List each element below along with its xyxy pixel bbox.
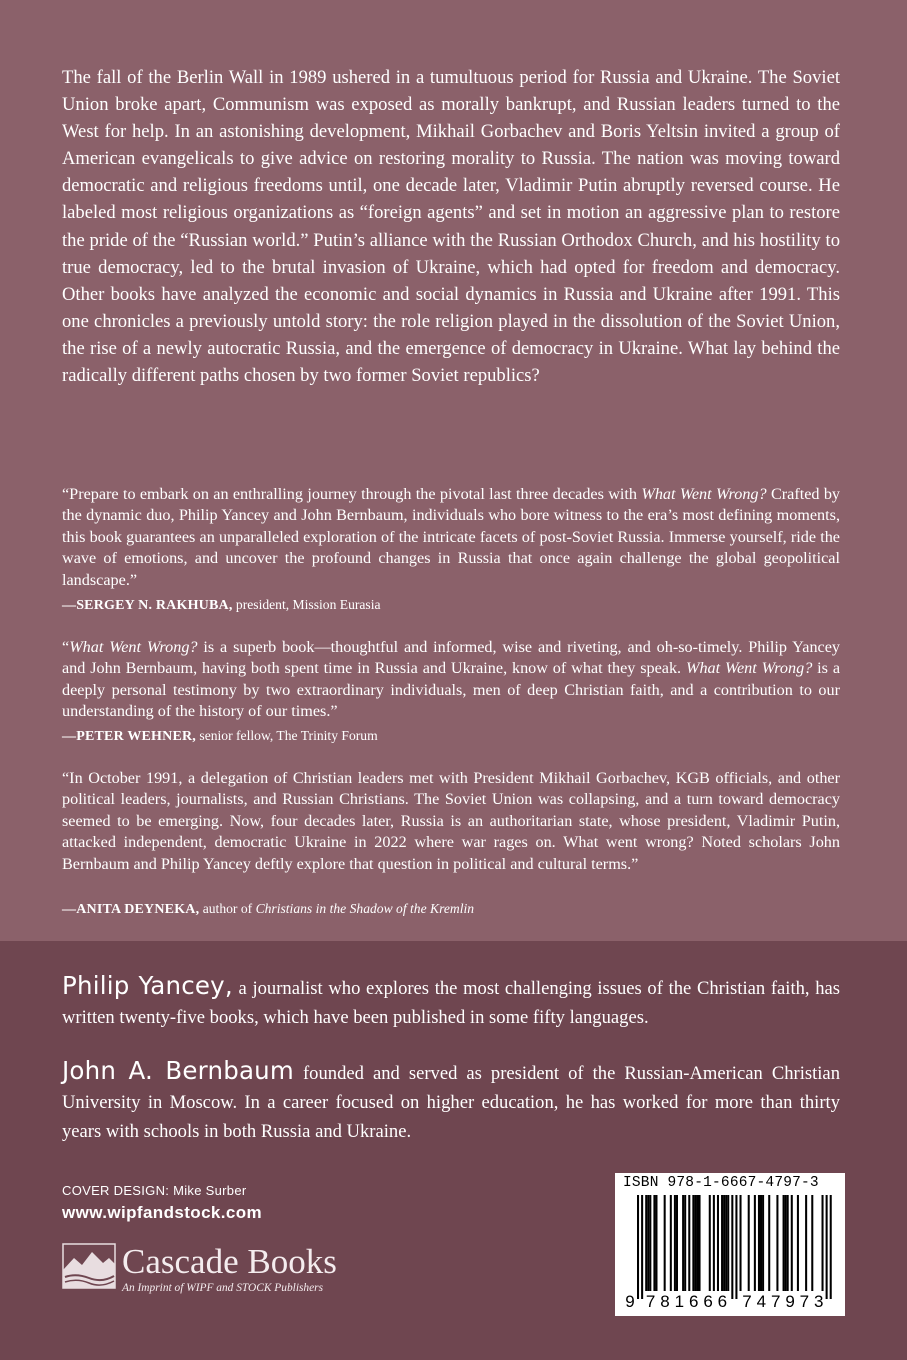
barcode-bar bbox=[805, 1195, 807, 1291]
author-bio-bernbaum bbox=[62, 1056, 840, 1146]
cover-design-label: COVER DESIGN: bbox=[62, 1183, 170, 1198]
author-bio-yancey-text: a journalist who explores the most challenging issues of the Christian faith, has written twenty-five books, which have been published in some fifty languages. bbox=[62, 978, 841, 1028]
barcode-bar bbox=[785, 1195, 787, 1291]
endorsement-1-attribution bbox=[62, 596, 840, 615]
book-description: The fall of the Berlin Wall in 1989 ushered in a tumultuous period for Russia and Ukraine. The Soviet Union broke apart, Communism was exposed as morally bankrupt, and Russian leaders turned to the West for help. In an astonishing development, Mikhail Gorbachev and Boris Yeltsin invited a group of American evangelicals to give advice on restoring morality to Russia. The nation was moving toward democratic and religious freedoms until, one decade later, Vladimir Putin abruptly reversed course. He labeled most religious organizations as “foreign agents” and set in motion an aggressive plan to restore the pride of the “Russian world.” Putin’s alliance with the Russian Orthodox Church, and his hostility to true democracy, led to the brutal invasion of Ukraine, which had opted for freedom and democracy. Other books have analyzed the economic and social dynamics in Russia and Ukraine after 1991. This one chronicles a previously untold story: the role religion played in the dissolution of the Soviet Union, the rise of a newly autocratic Russia, and the emergence of democracy in Ukraine. What lay behind the radically different paths chosen by two former Soviet republics? bbox=[62, 67, 840, 387]
endorsement-2-name: —PETER WEHNER, bbox=[62, 729, 197, 744]
barcode-bar bbox=[725, 1195, 727, 1291]
barcode-bar bbox=[645, 1195, 647, 1291]
mountain-logo-icon bbox=[62, 1243, 116, 1289]
barcode-digit: 3 bbox=[814, 1292, 824, 1311]
barcode-bar bbox=[731, 1195, 733, 1299]
barcode-bar bbox=[709, 1195, 711, 1291]
barcode-bar bbox=[754, 1195, 756, 1291]
barcode-bar bbox=[641, 1195, 643, 1299]
barcode-bar bbox=[692, 1195, 694, 1291]
endorsement-3-name: —ANITA DEYNEKA, bbox=[62, 902, 200, 917]
barcode-bar bbox=[664, 1195, 666, 1291]
barcode-bar bbox=[721, 1195, 723, 1291]
endorsement-1-text-start: “Prepare to embark on an enthralling journey through the pivotal last three decades with bbox=[62, 485, 642, 503]
barcode-digit: 6 bbox=[717, 1292, 728, 1311]
barcode-bar bbox=[674, 1195, 676, 1291]
cover-designer-name: Mike Surber bbox=[169, 1183, 247, 1198]
barcode-bar bbox=[699, 1195, 701, 1291]
barcode-bar bbox=[822, 1195, 824, 1291]
barcode-bar bbox=[791, 1195, 793, 1291]
endorsement-1-role: president, Mission Eurasia bbox=[232, 597, 381, 612]
endorsement-1-book-title: What Went Wrong? bbox=[641, 485, 767, 503]
author-name-yancey: Philip Yancey, bbox=[62, 971, 233, 1000]
author-bio-bernbaum-text: founded and served as president of the Russian-American Christian University in Moscow. In a career focused on higher education, he has worked for more than thirty years with schools in both Russia and Ukraine. bbox=[62, 1063, 840, 1142]
barcode-bar bbox=[682, 1195, 684, 1291]
barcode-bar bbox=[811, 1195, 813, 1291]
barcode-bar bbox=[717, 1195, 719, 1291]
barcode-bar bbox=[713, 1195, 715, 1291]
barcode-bar bbox=[637, 1195, 639, 1299]
barcode-bar bbox=[826, 1195, 828, 1299]
publisher-tagline: An Imprint of WIPF and STOCK Publishers bbox=[122, 1282, 324, 1294]
barcode-digit: 9 bbox=[785, 1292, 795, 1311]
barcode-bar bbox=[787, 1195, 789, 1291]
barcode-digit: 7 bbox=[770, 1292, 781, 1311]
publisher-website: www.wipfandstock.com bbox=[62, 1203, 263, 1222]
isbn-barcode bbox=[615, 1173, 845, 1316]
barcode-digit: 4 bbox=[756, 1292, 767, 1311]
barcode-digit: 1 bbox=[674, 1292, 685, 1311]
barcode-digit: 6 bbox=[703, 1292, 713, 1311]
endorsement-2-text-middle: is a superb book—thoughtful and informed, wise and riveting, and oh-so-timely. Philip Yancey and John Bernbaum, having both spent time in Russia and Ukraine, know of what they speak. bbox=[62, 638, 840, 678]
barcode-digit: 7 bbox=[645, 1292, 656, 1311]
barcode-digit: 7 bbox=[742, 1292, 752, 1311]
endorsement-1-name: —SERGEY N. RAKHUBA, bbox=[62, 598, 233, 613]
barcode-digit: 8 bbox=[660, 1292, 670, 1311]
barcode-bar bbox=[647, 1195, 649, 1291]
endorsement-2-text-end: is a deeply personal testimony by two extraordinary individuals, men of deep Christian faith, and a contribution to our understanding of the history of our times.” bbox=[62, 659, 840, 721]
barcode-bar bbox=[696, 1195, 698, 1291]
endorsement-3-book-title: Christians in the Shadow of the Kremlin bbox=[255, 901, 475, 916]
endorsement-3-quote: “In October 1991, a delegation of Christian leaders met with President Mikhail Gorbachev, KGB officials, and other political leaders, journalists, and Russian Christians. The Soviet Union was collapsing, and a turn toward democracy seemed to be emerging. Now, four decades later, Russia is an authoritarian state, whose president, Vladimir Putin, attacked independent, democratic Ukraine in 2022 where war rages on. What went wrong? Noted scholars John Bernbaum and Philip Yancey deftly explore that question in political and cultural terms.” bbox=[62, 769, 840, 873]
barcode-bar bbox=[649, 1195, 651, 1291]
barcode-digit: 9 bbox=[625, 1292, 635, 1311]
barcode-bar bbox=[762, 1195, 764, 1291]
barcode-bar bbox=[740, 1195, 742, 1291]
barcode-bar bbox=[653, 1195, 655, 1291]
barcode-bar bbox=[797, 1195, 799, 1291]
author-name-bernbaum: John A. Bernbaum bbox=[62, 1056, 294, 1085]
author-bio-yancey bbox=[62, 971, 840, 1032]
barcode-digit: 7 bbox=[799, 1292, 810, 1311]
barcode-bar bbox=[670, 1195, 672, 1291]
publisher-logo bbox=[62, 1243, 392, 1303]
cover-design-credit bbox=[62, 1183, 247, 1198]
barcode-bar bbox=[776, 1195, 778, 1291]
barcode-digits bbox=[615, 1292, 845, 1312]
endorsement-1-text-end: Crafted by the dynamic duo, Philip Yancey and John Bernbaum, individuals who bore witness to the era’s most defining moments, this book guarantees an unparalleled exploration of the intricate facets of post-Soviet Russia. Immerse yourself, ride the wave of emotions, and uncover the profound changes in Russia that once again challenge the global geopolitical landscape.” bbox=[62, 485, 841, 589]
barcode-bar bbox=[723, 1195, 725, 1291]
endorsement-2-book-title-repeat: What Went Wrong? bbox=[685, 659, 813, 678]
endorsement-2-role: senior fellow, The Trinity Forum bbox=[196, 728, 378, 743]
endorsement-1-quote bbox=[62, 484, 840, 591]
barcode-bar bbox=[684, 1195, 686, 1291]
barcode-digit: 6 bbox=[688, 1292, 699, 1311]
barcode-bar bbox=[688, 1195, 690, 1291]
barcode-bar bbox=[830, 1195, 832, 1299]
endorsement-3-attribution bbox=[62, 900, 840, 919]
endorsement-2-quote bbox=[62, 637, 840, 723]
barcode-bar bbox=[694, 1195, 696, 1291]
publisher-name: Cascade Books bbox=[122, 1242, 337, 1281]
isbn-label: ISBN 978-1-6667-4797-3 bbox=[623, 1175, 819, 1191]
barcode-bar bbox=[676, 1195, 678, 1291]
barcode-bar bbox=[760, 1195, 762, 1291]
endorsement-2-open-quote: “ bbox=[62, 638, 70, 656]
barcode-bar bbox=[758, 1195, 760, 1291]
barcode-bar bbox=[655, 1195, 657, 1291]
barcode-bar bbox=[768, 1195, 770, 1291]
barcode-bar bbox=[783, 1195, 785, 1291]
barcode-bar bbox=[748, 1195, 750, 1291]
endorsement-2-book-title: What Went Wrong? bbox=[69, 638, 198, 656]
barcode-bar bbox=[735, 1195, 737, 1299]
barcode-bar bbox=[727, 1195, 729, 1291]
endorsement-3-role: author of bbox=[199, 901, 256, 916]
endorsement-2-attribution bbox=[62, 727, 840, 746]
